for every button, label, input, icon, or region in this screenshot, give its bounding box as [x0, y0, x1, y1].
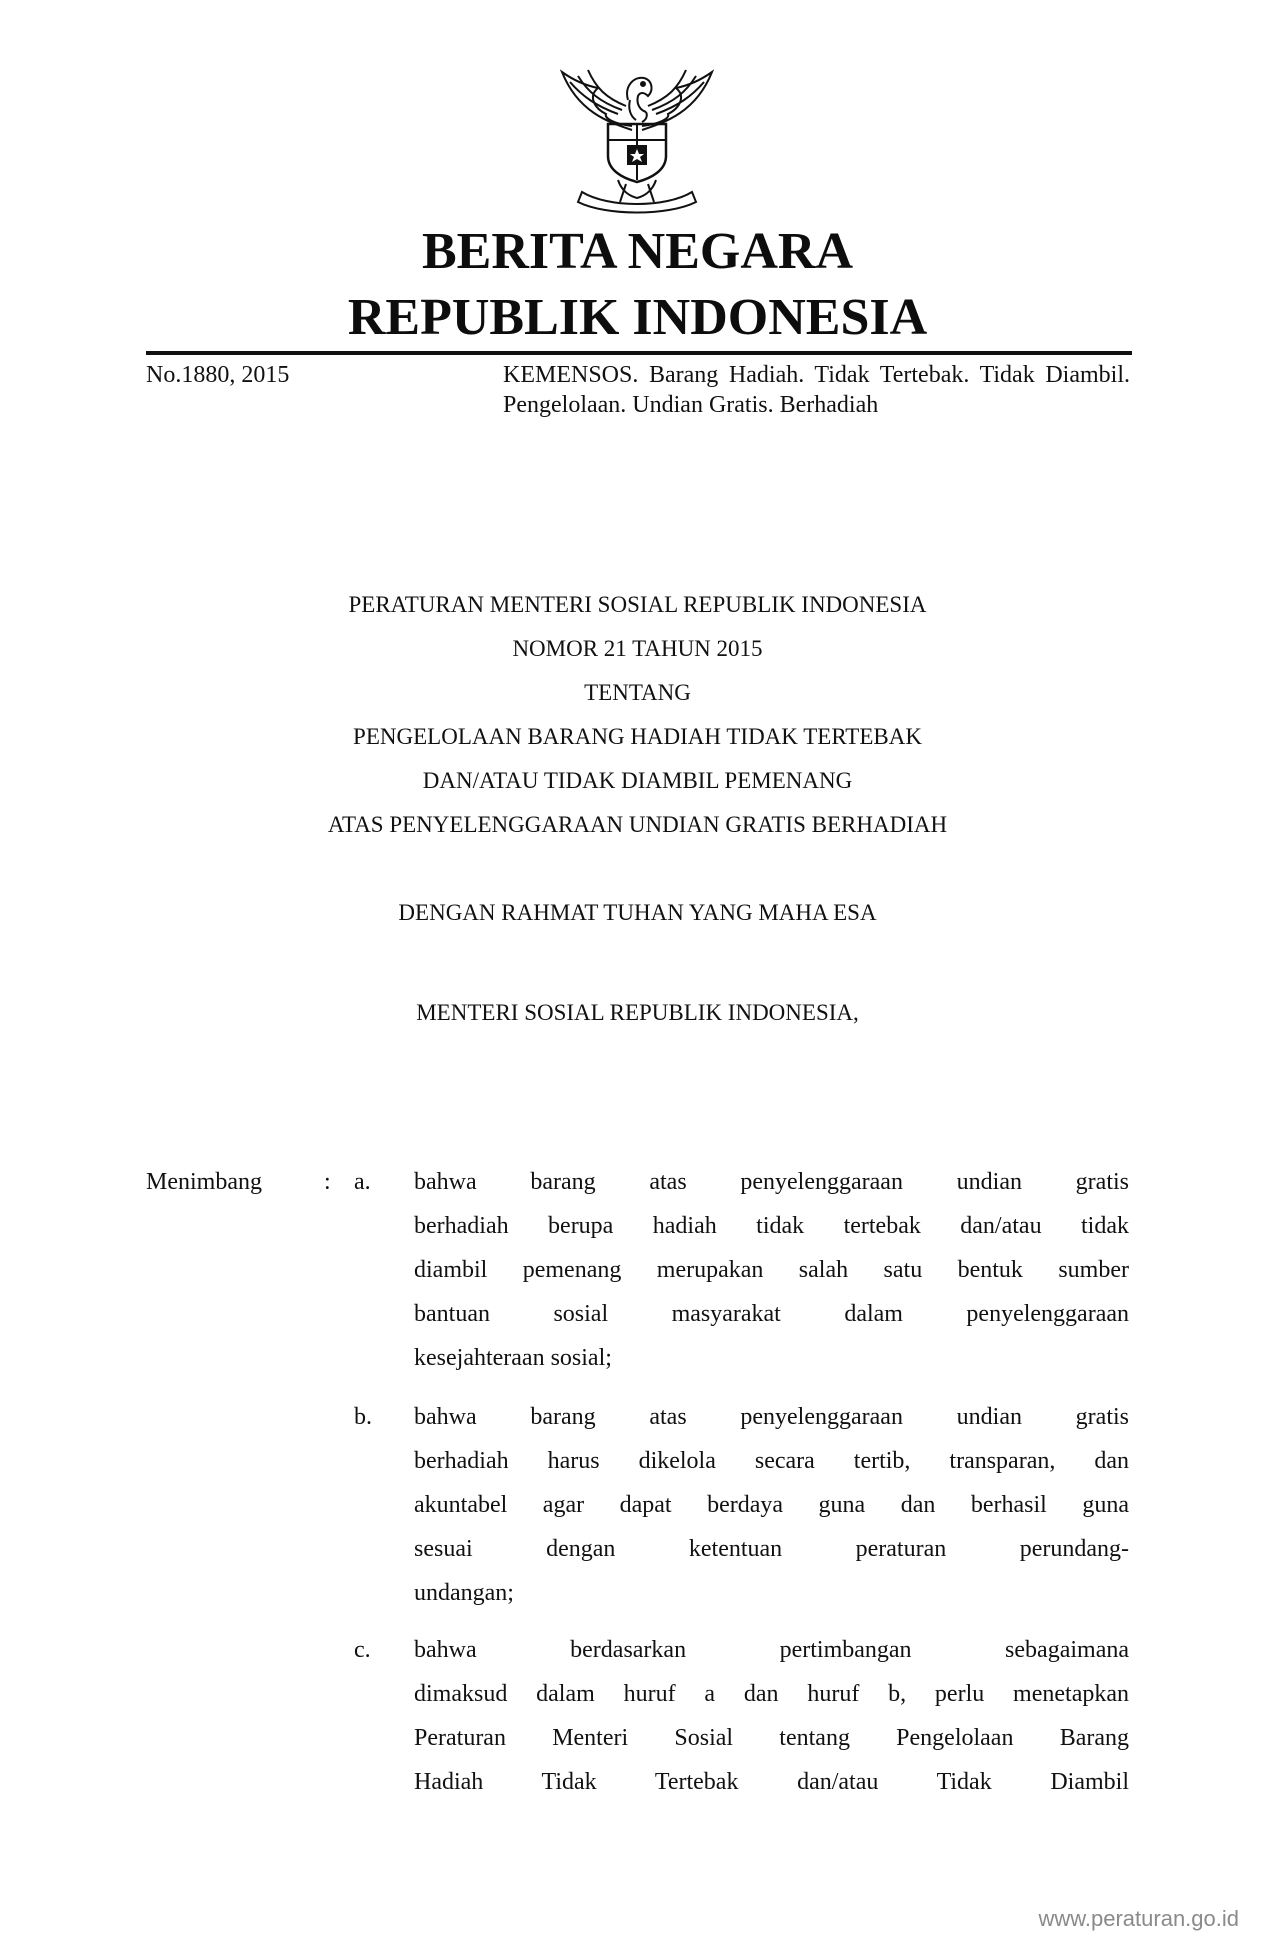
preamble-menteri: MENTERI SOSIAL REPUBLIK INDONESIA, — [416, 1000, 859, 1025]
menimbang-label: Menimbang — [146, 1169, 262, 1195]
menimbang-item-b — [414, 1395, 1129, 1615]
paragraph-line: bahwa berdasarkan pertimbangan sebagaimana — [414, 1637, 1129, 1663]
paragraph-line: berhadiah harus dikelola secara tertib, transparan, dan — [414, 1448, 1129, 1474]
gazette-subject: KEMENSOS. Barang Hadiah. Tidak Tertebak. Tidak Diambil. Pengelolaan. Undian Gratis. Berhadiah — [503, 362, 1130, 418]
preamble-rahmat: DENGAN RAHMAT TUHAN YANG MAHA ESA — [398, 900, 877, 925]
item-letter-c: c. — [354, 1637, 371, 1663]
garuda-emblem-icon — [548, 52, 726, 214]
masthead-title: BERITA NEGARA — [421, 223, 853, 280]
paragraph-line: dimaksud dalam huruf a dan huruf b, perlu menetapkan — [414, 1681, 1129, 1707]
regulation-subject-line-1: PENGELOLAAN BARANG HADIAH TIDAK TERTEBAK — [353, 724, 922, 749]
watermark-link[interactable]: www.peraturan.go.id — [1038, 1906, 1239, 1931]
paragraph-line: kesejahteraan sosial; — [414, 1345, 612, 1371]
menimbang-item-c — [414, 1628, 1129, 1804]
paragraph-line: bahwa barang atas penyelenggaraan undian gratis — [414, 1404, 1129, 1430]
masthead-divider — [146, 351, 1132, 355]
menimbang-item-a — [414, 1160, 1129, 1380]
regulation-tentang: TENTANG — [584, 680, 691, 705]
paragraph-line: sesuai dengan ketentuan peraturan perundang- — [414, 1536, 1129, 1562]
regulation-number: NOMOR 21 TAHUN 2015 — [512, 636, 763, 661]
gazette-number: No.1880, 2015 — [146, 362, 290, 388]
menimbang-colon: : — [324, 1169, 331, 1195]
item-letter-b: b. — [354, 1404, 372, 1430]
paragraph-line: Peraturan Menteri Sosial tentang Pengelolaan Barang — [414, 1725, 1129, 1751]
paragraph-line: diambil pemenang merupakan salah satu bentuk sumber — [414, 1257, 1129, 1283]
paragraph-line: berhadiah berupa hadiah tidak tertebak dan/atau tidak — [414, 1213, 1129, 1239]
regulation-subject-line-2: DAN/ATAU TIDAK DIAMBIL PEMENANG — [422, 768, 853, 793]
regulation-subject-line-3: ATAS PENYELENGGARAAN UNDIAN GRATIS BERHADIAH — [327, 812, 948, 837]
paragraph-line: akuntabel agar dapat berdaya guna dan berhasil guna — [414, 1492, 1129, 1518]
masthead-subtitle: REPUBLIK INDONESIA — [347, 289, 928, 346]
regulation-title: PERATURAN MENTERI SOSIAL REPUBLIK INDONESIA — [348, 592, 927, 617]
paragraph-line: bantuan sosial masyarakat dalam penyelenggaraan — [414, 1301, 1129, 1327]
item-letter-a: a. — [354, 1169, 371, 1195]
paragraph-line: undangan; — [414, 1580, 514, 1606]
paragraph-line: bahwa barang atas penyelenggaraan undian gratis — [414, 1169, 1129, 1195]
paragraph-line: Hadiah Tidak Tertebak dan/atau Tidak Diambil — [414, 1769, 1129, 1795]
